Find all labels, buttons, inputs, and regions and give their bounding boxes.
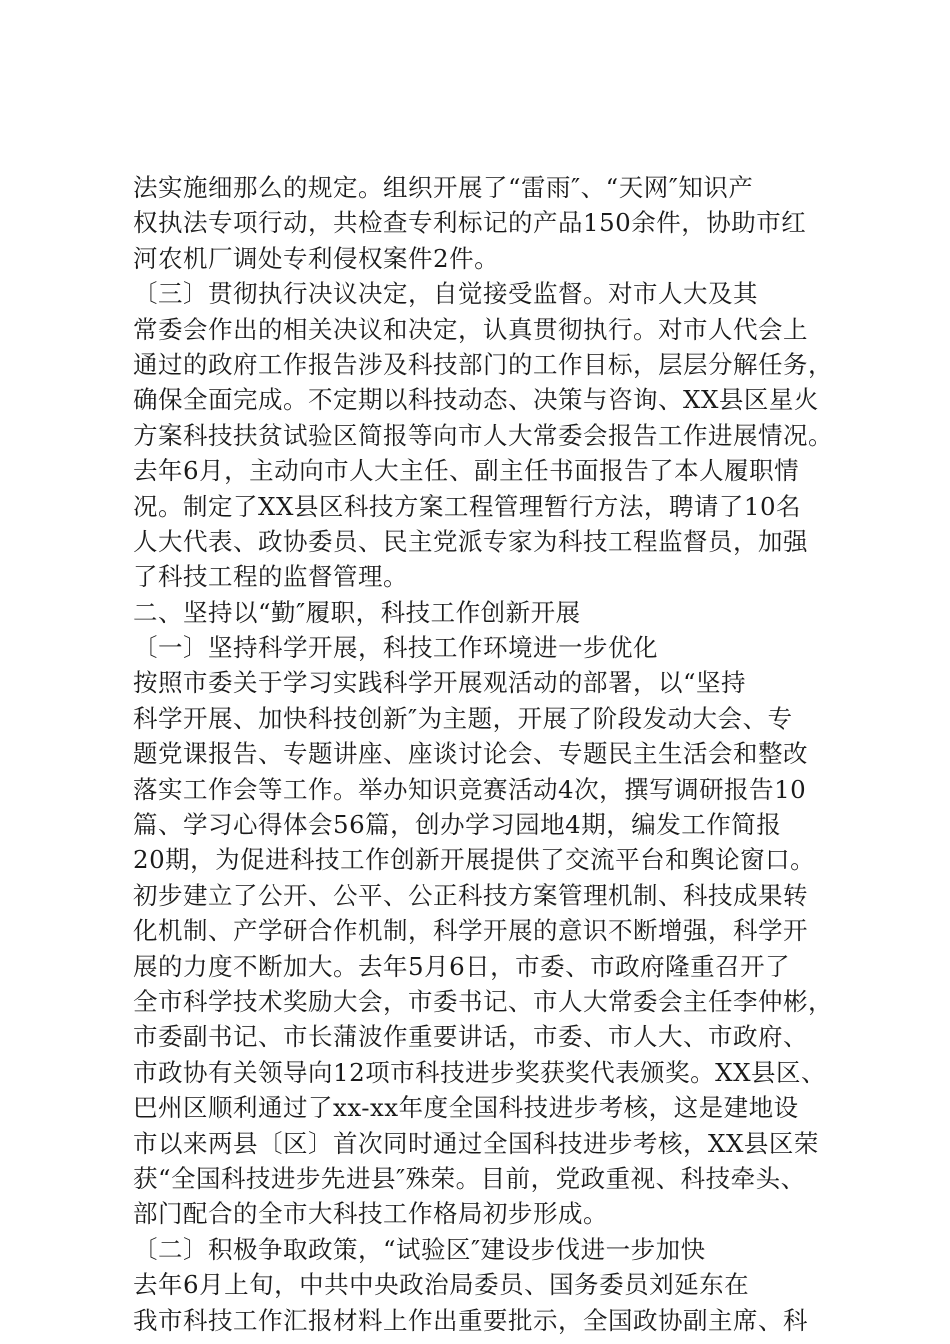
subsection-heading-line: 〔一〕坚持科学开展，科技工作环境进一步优化 (133, 633, 658, 663)
text-line: 市委副书记、市长蒲波作重要讲话，市委、市人大、市政府、 (133, 1022, 808, 1052)
text-line: 我市科技工作汇报材料上作出重要批示，全国政协副主席、科 (133, 1305, 808, 1335)
text-line: 人大代表、政协委员、民主党派专家为科技工程监督员，加强 (133, 526, 808, 556)
text-line: 化机制、产学研合作机制，科学开展的意识不断增强，科学开 (133, 916, 808, 946)
text-line: 去年6月上旬，中共中央政治局委员、国务委员刘延东在 (133, 1270, 750, 1300)
text-line: 市以来两县〔区〕首次同时通过全国科技进步考核，XX县区荣 (133, 1128, 819, 1158)
text-line: 方案科技扶贫试验区简报等向市人大常委会报告工作进展情况。 (133, 420, 833, 450)
text-line: 去年6月，主动向市人大主任、副主任书面报告了本人履职情 (133, 456, 800, 486)
text-line: 落实工作会等工作。举办知识竞赛活动4次，撰写调研报告10 (133, 774, 807, 804)
section-heading-line: 二、坚持以“勤″履职，科技工作创新开展 (133, 597, 581, 627)
text-line: 权执法专项行动，共检查专利标记的产品150余件，协助市红 (133, 208, 807, 238)
text-line: 获“全国科技进步先进县″殊荣。目前，党政重视、科技牵头、 (133, 1163, 806, 1193)
text-line: 法实施细那么的规定。组织开展了“雷雨″、“天网″知识产 (133, 173, 754, 202)
text-line: 题党课报告、专题讲座、座谈讨论会、专题民主生活会和整改 (133, 739, 808, 769)
text-line: 市政协有关领导向12项市科技进步奖获奖代表颁奖。XX县区、 (133, 1057, 827, 1087)
text-line: 通过的政府工作报告涉及科技部门的工作目标，层层分解任务， (133, 349, 833, 379)
text-line: 展的力度不断加大。去年5月6日，市委、市政府隆重召开了 (133, 951, 791, 981)
text-line: 20期，为促进科技工作创新开展提供了交流平台和舆论窗口。 (133, 845, 816, 875)
document-body (133, 170, 833, 1338)
section-heading-line: 〔三〕贯彻执行决议决定，自觉接受监督。对市人大及其 (133, 279, 758, 309)
text-line: 况。制定了XX县区科技方案工程管理暂行方法，聘请了10名 (133, 491, 802, 521)
subsection-heading-line: 〔二〕积极争取政策，“试验区″建设步伐进一步加快 (133, 1234, 706, 1264)
text-line: 科学开展、加快科技创新″为主题，开展了阶段发动大会、专 (133, 703, 793, 733)
text-line: 篇、学习心得体会56篇，创办学习园地4期，编发工作简报 (133, 810, 782, 840)
text-line: 初步建立了公开、公平、公正科技方案管理机制、科技成果转 (133, 880, 808, 910)
text-line: 确保全面完成。不定期以科技动态、决策与咨询、XX县区星火 (133, 385, 819, 415)
text-line: 按照市委关于学习实践科学开展观活动的部署，以“坚持 (133, 668, 747, 698)
text-line: 常委会作出的相关决议和决定，认真贯彻执行。对市人代会上 (133, 314, 808, 344)
text-line: 部门配合的全市大科技工作格局初步形成。 (133, 1199, 608, 1229)
text-line: 了科技工程的监督管理。 (133, 562, 408, 592)
text-line: 巴州区顺利通过了xx-xx年度全国科技进步考核，这是建地设 (133, 1093, 799, 1123)
text-line: 河农机厂调处专利侵权案件2件。 (133, 243, 500, 273)
text-line: 全市科学技术奖励大会，市委书记、市人大常委会主任李仲彬， (133, 986, 833, 1016)
